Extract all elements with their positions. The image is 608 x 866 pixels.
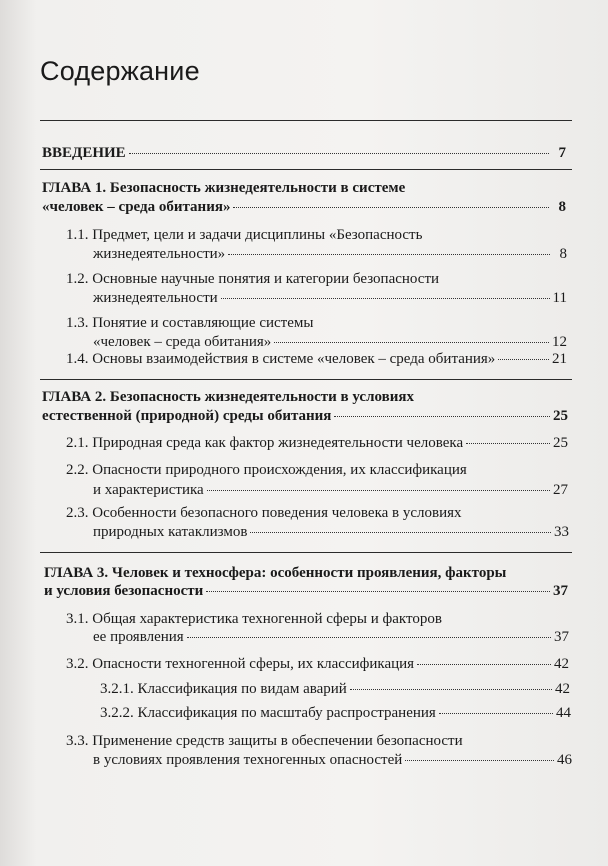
leader-dots	[206, 591, 550, 592]
toc-page-number: 8	[558, 199, 566, 215]
leader-dots	[221, 298, 550, 299]
section-3-2-1-title: 3.2.1. Классификация по видам аварий	[100, 681, 347, 697]
chapter-1-title-line1[interactable]: ГЛАВА 1. Безопасность жизнедеятельности в системе	[42, 180, 406, 196]
toc-page-number: 37	[553, 583, 568, 599]
divider	[40, 169, 572, 170]
section-1-1-line2: жизнедеятельности»	[93, 246, 226, 262]
leader-dots	[498, 359, 549, 360]
leader-dots	[405, 760, 554, 761]
toc-page-number: 21	[552, 351, 567, 367]
toc-entry-intro[interactable]	[42, 144, 566, 163]
leader-dots	[466, 443, 550, 444]
section-2-2-line2: и характеристика	[93, 482, 204, 498]
toc-page-number: 25	[553, 408, 568, 424]
toc-page-number: 33	[554, 524, 569, 540]
toc-entry-section-1-4[interactable]	[66, 350, 567, 369]
section-2-2-line1[interactable]: 2.2. Опасности природного происхождения, их классификация	[66, 462, 467, 478]
section-3-2-2-title: 3.2.2. Классификация по масштабу распространения	[100, 705, 436, 721]
toc-page-number: 44	[556, 705, 571, 721]
toc-entry-label: ВВЕДЕНИЕ	[42, 145, 126, 161]
toc-entry-section-3-1[interactable]	[93, 628, 569, 647]
toc-entry-section-1-2[interactable]	[93, 289, 567, 308]
toc-page-number: 12	[552, 334, 567, 350]
divider	[40, 379, 572, 380]
section-1-2-line1[interactable]: 1.2. Основные научные понятия и категории безопасности	[66, 271, 440, 287]
toc-entry-chapter-2[interactable]	[42, 407, 568, 426]
toc-page-number: 42	[554, 656, 569, 672]
leader-dots	[350, 689, 552, 690]
chapter-2-title-line2: естественной (природной) среды обитания	[42, 408, 332, 424]
section-2-3-line2: природных катаклизмов	[93, 524, 248, 540]
toc-page-number: 46	[557, 752, 572, 768]
leader-dots	[439, 713, 553, 714]
toc-page-number: 37	[554, 629, 569, 645]
toc-entry-section-3-2-2[interactable]	[100, 704, 571, 723]
toc-page-number: 42	[555, 681, 570, 697]
leader-dots	[207, 490, 550, 491]
leader-dots	[228, 254, 550, 255]
toc-entry-chapter-3[interactable]	[44, 582, 568, 601]
section-3-1-line1[interactable]: 3.1. Общая характеристика техногенной сферы и факторов	[66, 611, 442, 627]
section-1-2-line2: жизнедеятельности	[93, 290, 218, 306]
leader-dots	[233, 207, 549, 208]
toc-entry-section-3-3[interactable]	[93, 751, 572, 770]
leader-dots	[187, 637, 551, 638]
leader-dots	[274, 342, 549, 343]
section-3-1-line2: ее проявления	[93, 629, 184, 645]
section-3-3-line2: в условиях проявления техногенных опасностей	[93, 752, 403, 768]
divider-top	[40, 120, 572, 121]
toc-page-number: 25	[553, 435, 568, 451]
section-1-3-line2: «человек – среда обитания»	[93, 334, 272, 350]
toc-entry-section-2-2[interactable]	[93, 481, 568, 500]
chapter-1-title-line2: «человек – среда обитания»	[42, 199, 231, 215]
section-1-1-line1[interactable]: 1.1. Предмет, цели и задачи дисциплины «Безопасность	[66, 227, 423, 243]
section-3-2-title: 3.2. Опасности техногенной сферы, их классификация	[66, 656, 415, 672]
toc-page-number: 27	[553, 482, 568, 498]
chapter-3-title-line1[interactable]: ГЛАВА 3. Человек и техносфера: особенности проявления, факторы	[44, 565, 507, 581]
divider	[40, 552, 572, 553]
toc-entry-section-2-3[interactable]	[93, 523, 569, 542]
section-1-3-line1[interactable]: 1.3. Понятие и составляющие системы	[66, 315, 314, 331]
toc-entry-section-3-2-1[interactable]	[100, 680, 570, 699]
section-3-3-line1[interactable]: 3.3. Применение средств защиты в обеспечении безопасности	[66, 733, 463, 749]
leader-dots	[129, 153, 549, 154]
toc-entry-section-2-1[interactable]	[66, 434, 568, 453]
section-2-1-title: 2.1. Природная среда как фактор жизнедеятельности человека	[66, 435, 464, 451]
section-1-4-title: 1.4. Основы взаимодействия в системе «человек – среда обитания»	[66, 351, 496, 367]
toc-entry-section-1-1[interactable]	[93, 245, 567, 264]
toc-entry-section-3-2[interactable]	[66, 655, 569, 674]
leader-dots	[417, 664, 551, 665]
chapter-2-title-line1[interactable]: ГЛАВА 2. Безопасность жизнедеятельности в условиях	[42, 389, 414, 405]
chapter-3-title-line2: и условия безопасности	[44, 583, 204, 599]
page-title: Содержание	[40, 56, 200, 86]
toc-page-number: 8	[559, 246, 567, 262]
toc-entry-chapter-1[interactable]	[42, 198, 566, 217]
leader-dots	[334, 416, 550, 417]
leader-dots	[250, 532, 551, 533]
toc-page-number: 7	[558, 145, 566, 161]
toc-page-number: 11	[552, 290, 567, 306]
section-2-3-line1[interactable]: 2.3. Особенности безопасного поведения человека в условиях	[66, 505, 462, 521]
